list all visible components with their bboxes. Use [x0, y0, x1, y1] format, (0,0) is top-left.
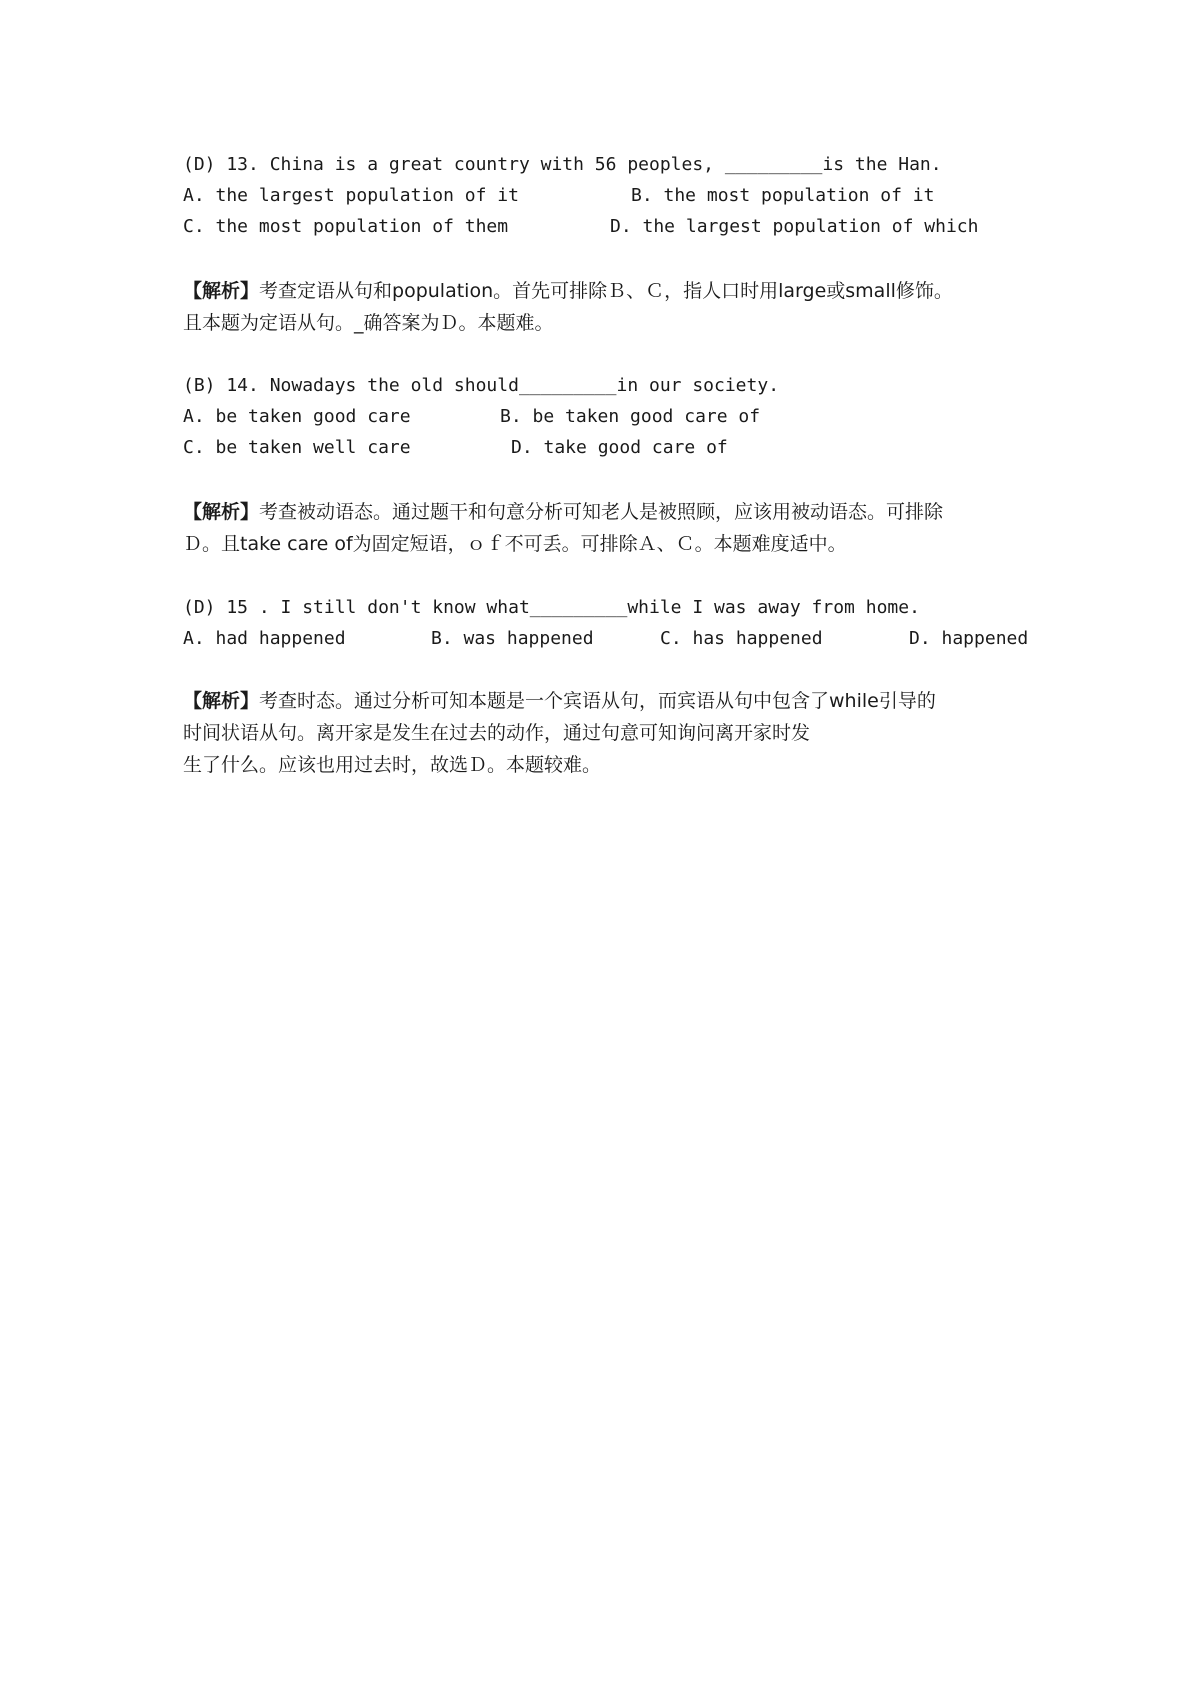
question-15-option-a: A. had happened [183, 628, 346, 649]
question-15-option-b: B. was happened [431, 628, 594, 649]
question-15-option-c: C. has happened [660, 628, 823, 649]
question-13-stem: (D) 13. China is a great country with 56 peoples, _________is the Han. [183, 154, 942, 175]
question-13-analysis-line-2: 且本题为定语从句。_确答案为Ｄ。本题难。 [183, 312, 554, 334]
question-15-analysis-line-3: 生了什么。应该也用过去时，故选Ｄ。本题较难。 [183, 754, 602, 776]
analysis-tag: 【解析】 [183, 501, 260, 523]
question-14-option-b: B. be taken good care of [500, 406, 761, 427]
analysis-text: 考查被动语态。通过题干和句意分析可知老人是被照顾，应该用被动语态。可排除 [259, 501, 944, 523]
question-15-analysis-line-2: 时间状语从句。离开家是发生在过去的动作，通过句意可知询问离开家时发 [183, 722, 811, 744]
question-14-option-d: D. take good care of [511, 437, 728, 458]
question-14-analysis-line-1 [183, 500, 1033, 524]
question-14-stem: (B) 14. Nowadays the old should_________in our society. [183, 375, 780, 396]
question-13-option-c: C. the most population of them [183, 216, 509, 237]
question-15-option-d: D. happened [909, 628, 1029, 649]
question-13-option-a: A. the largest population of it [183, 185, 519, 206]
question-15-stem: (D) 15 . I still don't know what_________while I was away from home. [183, 597, 920, 618]
question-14-analysis-line-2: Ｄ。且take care of为固定短语，ｏｆ不可丢。可排除Ａ、Ｃ。本题难度适中。 [183, 533, 847, 555]
question-13-analysis-line-1 [183, 279, 1033, 303]
question-14-option-a: A. be taken good care [183, 406, 411, 427]
question-13-option-b: B. the most population of it [631, 185, 935, 206]
question-14-option-c: C. be taken well care [183, 437, 411, 458]
analysis-text: 考查定语从句和population。首先可排除Ｂ、Ｃ，指人口时用large或small修饰。 [259, 280, 953, 302]
analysis-tag: 【解析】 [183, 280, 260, 302]
analysis-text: 考查时态。通过分析可知本题是一个宾语从句，而宾语从句中包含了while引导的 [259, 690, 936, 712]
analysis-tag: 【解析】 [183, 690, 260, 712]
question-13-option-d: D. the largest population of which [610, 216, 979, 237]
question-15-analysis-line-1 [183, 689, 1033, 713]
